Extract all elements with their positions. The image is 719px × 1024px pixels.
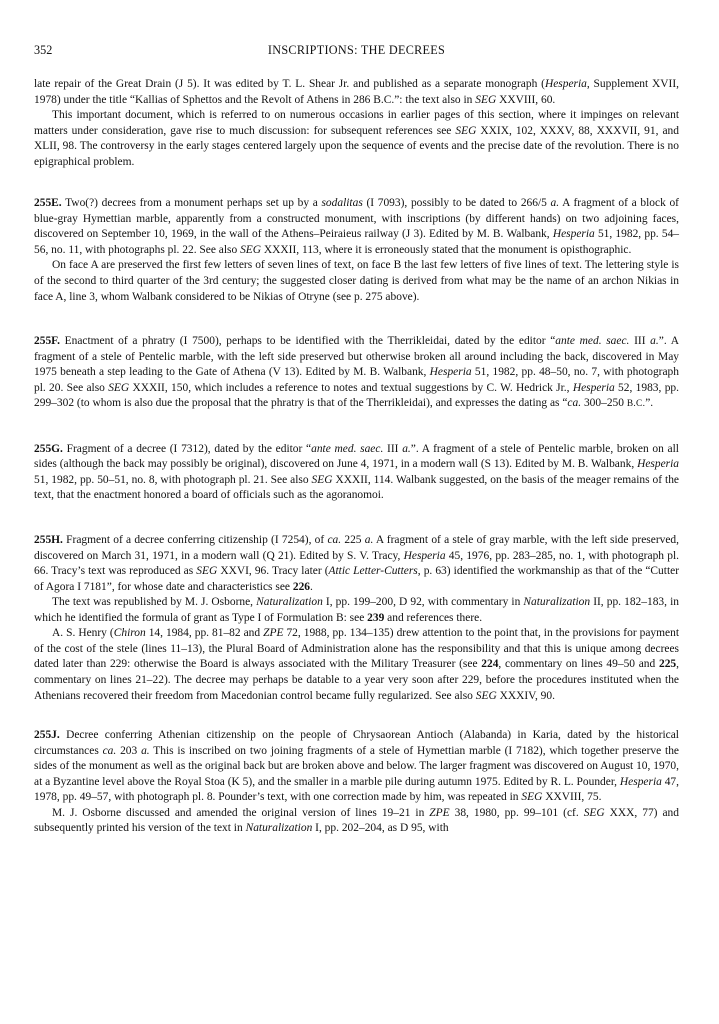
entry-255H — [34, 533, 679, 704]
page-body — [34, 77, 679, 837]
page-number: 352 — [34, 43, 53, 57]
entry-number: 255J. — [34, 729, 60, 742]
entry-255G — [34, 442, 679, 504]
entry-255E-paragraph-1: 255E. Two(?) decrees from a monument perhaps set up by a sodalitas (I 7093), possibly to be dated to 266/5 a. A fragment of a block of blue-gray Hymettian marble, apparently from a constructed monument, with inscriptions (by different hands) on two adjoining faces, discovered on September 10, 1969, in the wall of the Athens–Peiraieus railway (J 3). Edited by M. B. Walbank, Hesperia 51, 1982, pp. 54–56, no. 11, with photographs pl. 22. See also SEG XXXII, 113, where it is erroneously stated that the monument is opisthographic. — [34, 197, 680, 256]
entry-255J — [34, 728, 679, 837]
paragraph-controversy: This important document, which is referred to on numerous occasions in earlier pages of this section, where it impinges on relevant matters under consideration, gave rise to much discussion: for subsequent references see SEG XXIX, 102, XXXV, 88, XXXVII, 91, and XLII, 98. The controversy in the early stages centered largely upon the sequence of events and the precise date of the revolution. There is no epigraphical problem. — [34, 109, 679, 168]
entry-number: 255F. — [34, 335, 60, 348]
entry-255E — [34, 196, 679, 305]
entry-255J-paragraph-2: M. J. Osborne discussed and amended the original version of lines 19–21 in ZPE 38, 1980, pp. 99–101 (cf. SEG XXX, 77) and subsequently printed his version of the text in Naturalization I, pp. 202–204, as D 95, with — [34, 806, 679, 835]
running-title: INSCRIPTIONS: THE DECREES — [267, 43, 446, 57]
entry-255G-paragraph-1: 255G. Fragment of a decree (I 7312), dated by the editor “ante med. saec. III a.”. A fragment of a stele of Pentelic marble, broken on all sides (although the back may possibly be original), discovered on June 4, 1971, in a modern wall (S 13). Edited by M. B. Walbank, Hesperia 51, 1982, pp. 50–51, no. 8, with photograph pl. 21. See also SEG XXXII, 114. Walbank suggested, on the basis of the meager remains of the text, that the enactment honored a board of officials such as the agoranomoi. — [34, 442, 679, 502]
entry-255H-paragraph-2: The text was republished by M. J. Osborne, Naturalization I, pp. 199–200, D 92, with commentary in Naturalization II, pp. 182–183, in which he identified the formula of grant as Type I of Formulation B: see 239 and references there. — [34, 596, 679, 624]
entry-number: 255G. — [34, 442, 63, 455]
entry-255E-paragraph-2: On face A are preserved the first few letters of seven lines of text, on face B the last few letters of five lines of text. The lettering style is of the second to third quarter of the 3rd century; the suggested closer dating is derived from what may be the name of an archon Nikias in face A, line 3, whom Walbank considered to be Nikias of Otryne (see p. 275 above). — [34, 259, 679, 303]
paragraph-continuation: late repair of the Great Drain (J 5). It was edited by T. L. Shear Jr. and published as a separate monograph (Hesperia, Supplement XVII, 1978) under the title “Kallias of Sphettos and the Revolt of Athens in 286 B.C.”: the text also in SEG XXVIII, 60. — [34, 78, 679, 106]
entry-255F-paragraph-1: 255F. Enactment of a phratry (I 7500), perhaps to be identified with the Therrikleidai, dated by the editor “ante med. saec. III a.”. A fragment of a stele of Pentelic marble, with the left side preserved but otherwise broken all around including the back, discovered in May 1975 beneath a step leading to the Gate of Athena (V 13). Edited by M. B. Walbank, Hesperia 51, 1982, pp. 48–50, no. 7, with photograph pl. 20. See also SEG XXXII, 150, which includes a reference to notes and textual suggestions by C. W. Hedrick Jr., Hesperia 52, 1983, pp. 299–302 (to whom is also due the proposal that the phratry is that of the Therrikleidai), and expresses the dating as “ca. 300–250 B.C.”. — [34, 335, 679, 410]
entry-255H-paragraph-3: A. S. Henry (Chiron 14, 1984, pp. 81–82 and ZPE 72, 1988, pp. 134–135) drew attention to the point that, in the provisions for payment of the cost of the stele (lines 11–13), the Plural Board of Administration alone has the responsibility and that this is unique among decrees dated later than 229: otherwise the Board is always associated with the Military Treasurer (see 224, commentary on lines 49–50 and 225, commentary on lines 21–22). The decree may perhaps be datable to a year very soon after 229, before the procedures instituted when the Athenians recovered their freedom from Macedonian control became fully regularized. See also SEG XXXIV, 90. — [34, 627, 680, 702]
page-header — [34, 43, 679, 59]
entry-number: 255E. — [34, 197, 62, 210]
entry-number: 255H. — [34, 534, 63, 547]
entry-255H-paragraph-1: 255H. Fragment of a decree conferring citizenship (I 7254), of ca. 225 a. A fragment of a stele of gray marble, with the left side preserved, discovered on March 31, 1971, in a modern wall (Q 21). Edited by S. V. Tracy, Hesperia 45, 1976, pp. 283–285, no. 1, with photograph pl. 66. Tracy’s text was reproduced as SEG XXVI, 96. Tracy later (Attic Letter-Cutters, p. 63) identified the workmanship as that of the “Cutter of Agora I 7181”, for whose date and characteristics see 226. — [34, 534, 680, 593]
entry-255J-paragraph-1: 255J. Decree conferring Athenian citizenship on the people of Chrysaorean Antioch (Alabanda) in Karia, dated by the historical circumstances ca. 203 a. This is inscribed on two joining fragments of a stele of Hymettian marble (I 7182), which together preserve the sides of the monument as well as the original back but are broken above and below. The larger fragment was discovered on August 10, 1970, at a Byzantine level above the Royal Stoa (K 5), and the smaller in a marble pile during autumn 1975. Edited by R. L. Pounder, Hesperia 47, 1978, pp. 49–57, with photograph pl. 8. Pounder’s text, with one correction made by him, was repeated in SEG XXVIII, 75. — [34, 729, 680, 804]
entry-255F — [34, 334, 679, 413]
